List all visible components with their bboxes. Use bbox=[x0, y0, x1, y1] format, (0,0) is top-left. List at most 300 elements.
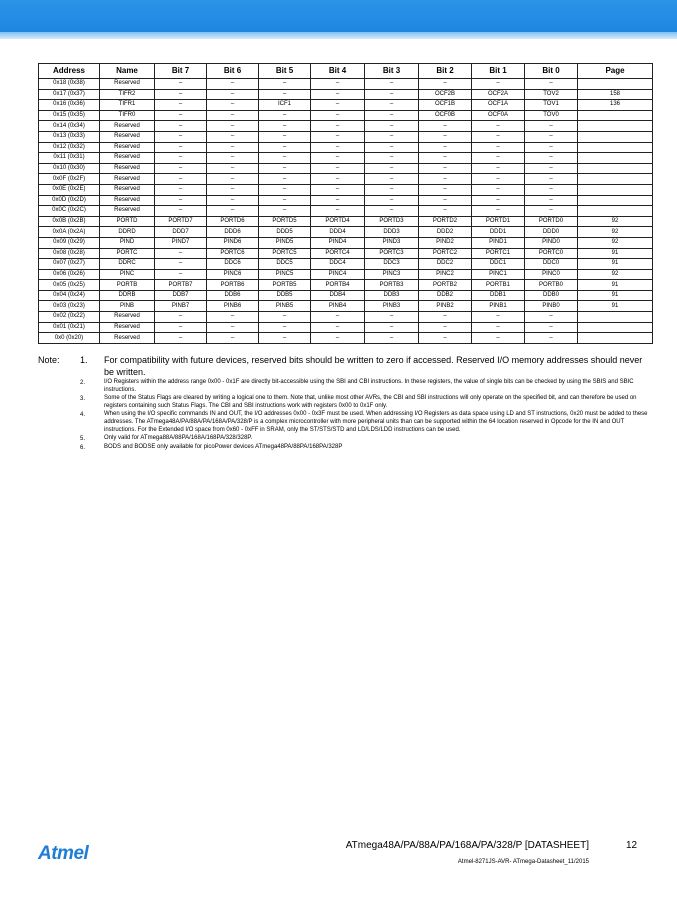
table-cell: – bbox=[259, 195, 311, 206]
note-text: I/O Registers within the address range 0x00 - 0x1F are directly bit-accessible using the SBI and CBI instructions. In these registers, the value of single bits can be checked by using the SBIS and SBIC instructions. bbox=[104, 379, 634, 393]
table-cell: – bbox=[365, 153, 419, 164]
table-cell: 0x06 (0x26) bbox=[39, 269, 100, 280]
table-cell: – bbox=[311, 322, 365, 333]
table-cell: 158 bbox=[578, 89, 653, 100]
table-cell: Reserved bbox=[100, 79, 155, 90]
note-item bbox=[38, 444, 650, 452]
table-cell: 0x14 (0x34) bbox=[39, 121, 100, 132]
table-cell: PIND bbox=[100, 237, 155, 248]
table-cell: – bbox=[419, 153, 472, 164]
table-cell: PINC0 bbox=[525, 269, 578, 280]
table-cell: – bbox=[155, 259, 207, 270]
table-cell: – bbox=[259, 121, 311, 132]
table-cell: PORTB3 bbox=[365, 280, 419, 291]
note-label bbox=[38, 435, 80, 443]
table-cell: – bbox=[311, 110, 365, 121]
table-cell: DDB0 bbox=[525, 290, 578, 301]
table-cell: 0x0D (0x2D) bbox=[39, 195, 100, 206]
table-cell: – bbox=[311, 142, 365, 153]
table-row bbox=[39, 184, 653, 195]
table-cell: Reserved bbox=[100, 131, 155, 142]
table-cell: – bbox=[311, 153, 365, 164]
table-cell: Reserved bbox=[100, 195, 155, 206]
column-header: Name bbox=[100, 64, 155, 79]
note-number: 5. bbox=[80, 436, 86, 443]
table-cell: PORTD4 bbox=[311, 216, 365, 227]
column-header: Address bbox=[39, 64, 100, 79]
note-item bbox=[38, 411, 650, 434]
table-cell: 92 bbox=[578, 269, 653, 280]
note-text: For compatibility with future devices, reserved bits should be written to zero if accessed. Reserved I/O memory addresses should never be written. bbox=[104, 355, 643, 377]
table-cell: DDD4 bbox=[311, 227, 365, 238]
register-summary-table bbox=[38, 63, 653, 344]
header-stripe bbox=[0, 32, 677, 39]
table-cell: – bbox=[525, 322, 578, 333]
table-cell: OCF0A bbox=[472, 110, 525, 121]
table-cell: DDD3 bbox=[365, 227, 419, 238]
table-cell: – bbox=[155, 110, 207, 121]
table-cell bbox=[578, 131, 653, 142]
table-cell: – bbox=[525, 163, 578, 174]
table-cell: – bbox=[472, 79, 525, 90]
table-cell: PORTB2 bbox=[419, 280, 472, 291]
table-cell: – bbox=[207, 121, 259, 132]
table-cell: 0x0 (0x20) bbox=[39, 333, 100, 344]
table-cell: 0x0F (0x2F) bbox=[39, 174, 100, 185]
table-cell: – bbox=[311, 121, 365, 132]
table-cell: – bbox=[155, 248, 207, 259]
table-cell: – bbox=[155, 131, 207, 142]
table-row bbox=[39, 290, 653, 301]
table-cell: 92 bbox=[578, 227, 653, 238]
table-cell: – bbox=[365, 195, 419, 206]
table-cell: PORTD2 bbox=[419, 216, 472, 227]
note-number: 3. bbox=[80, 396, 86, 403]
table-cell: – bbox=[155, 322, 207, 333]
table-cell: 0x13 (0x33) bbox=[39, 131, 100, 142]
table-cell: – bbox=[207, 79, 259, 90]
table-cell: – bbox=[311, 184, 365, 195]
table-cell: – bbox=[525, 153, 578, 164]
table-cell: – bbox=[311, 333, 365, 344]
table-header-row bbox=[39, 64, 653, 79]
table-cell: 0x01 (0x21) bbox=[39, 322, 100, 333]
table-cell: – bbox=[365, 89, 419, 100]
table-cell: DDD0 bbox=[525, 227, 578, 238]
table-cell: DDRB bbox=[100, 290, 155, 301]
table-cell: – bbox=[155, 79, 207, 90]
table-cell: PORTB1 bbox=[472, 280, 525, 291]
table-cell: PORTC5 bbox=[259, 248, 311, 259]
table-cell: – bbox=[365, 110, 419, 121]
table-cell bbox=[578, 121, 653, 132]
table-cell: PORTC3 bbox=[365, 248, 419, 259]
table-cell: PINC6 bbox=[207, 269, 259, 280]
table-cell: PORTC1 bbox=[472, 248, 525, 259]
table-cell: DDD5 bbox=[259, 227, 311, 238]
table-cell: DDD1 bbox=[472, 227, 525, 238]
table-cell: 91 bbox=[578, 248, 653, 259]
table-cell: PINB3 bbox=[365, 301, 419, 312]
table-row bbox=[39, 280, 653, 291]
table-cell: – bbox=[155, 269, 207, 280]
table-cell: TIFR0 bbox=[100, 110, 155, 121]
table-cell: PORTD1 bbox=[472, 216, 525, 227]
table-cell: PORTB7 bbox=[155, 280, 207, 291]
table-cell: – bbox=[365, 79, 419, 90]
table-cell: – bbox=[419, 206, 472, 217]
table-cell: 0x08 (0x28) bbox=[39, 248, 100, 259]
table-cell: Reserved bbox=[100, 184, 155, 195]
table-cell: – bbox=[525, 312, 578, 323]
table-cell: – bbox=[419, 195, 472, 206]
column-header: Bit 1 bbox=[472, 64, 525, 79]
table-cell: OCF1A bbox=[472, 100, 525, 111]
table-cell: – bbox=[311, 163, 365, 174]
table-cell: – bbox=[259, 153, 311, 164]
table-cell: PINC1 bbox=[472, 269, 525, 280]
table-row bbox=[39, 195, 653, 206]
table-cell: DDC3 bbox=[365, 259, 419, 270]
table-cell: – bbox=[472, 163, 525, 174]
table-cell: – bbox=[207, 131, 259, 142]
table-cell: – bbox=[259, 131, 311, 142]
note-text: When using the I/O specific commands IN and OUT, the I/O addresses 0x00 - 0x3F must be used. When addressing I/O Registers as data space using LD and ST instructions, 0x20 must be added to these addresses. The ATmega48A/PA/88A/PA/168A/PA/328/P is a complex microcontroller with more peripheral units than can be supported within the 64 location reserved in Opcode for the IN and OUT instructions. For the Extended I/O space from 0x60 - 0xFF in SRAM, only the ST/STS/STD and LD/LDS/LDD instructions can be used. bbox=[104, 411, 648, 433]
table-cell: ICF1 bbox=[259, 100, 311, 111]
table-cell: – bbox=[472, 174, 525, 185]
table-cell: DDC1 bbox=[472, 259, 525, 270]
table-cell: – bbox=[259, 333, 311, 344]
table-row bbox=[39, 248, 653, 259]
document-title: ATmega48A/PA/88A/PA/168A/PA/328/P [DATASHEET] bbox=[345, 840, 589, 851]
table-cell: – bbox=[207, 206, 259, 217]
table-cell: Reserved bbox=[100, 206, 155, 217]
table-cell bbox=[578, 142, 653, 153]
table-cell: 91 bbox=[578, 280, 653, 291]
table-cell: Reserved bbox=[100, 153, 155, 164]
table-cell: PINC5 bbox=[259, 269, 311, 280]
table-cell: PINB bbox=[100, 301, 155, 312]
table-cell: DDRC bbox=[100, 259, 155, 270]
table-cell: – bbox=[419, 312, 472, 323]
table-cell: PORTC0 bbox=[525, 248, 578, 259]
table-cell: DDB6 bbox=[207, 290, 259, 301]
table-cell: PORTB6 bbox=[207, 280, 259, 291]
header-bar bbox=[0, 0, 677, 32]
table-cell: – bbox=[207, 184, 259, 195]
table-cell: 91 bbox=[578, 259, 653, 270]
table-row bbox=[39, 100, 653, 111]
table-cell: – bbox=[472, 131, 525, 142]
table-cell: – bbox=[472, 312, 525, 323]
table-cell: PORTD6 bbox=[207, 216, 259, 227]
table-cell: – bbox=[207, 100, 259, 111]
table-cell: PORTD0 bbox=[525, 216, 578, 227]
table-cell: – bbox=[311, 100, 365, 111]
page-number: 12 bbox=[626, 840, 638, 851]
table-cell: PORTD5 bbox=[259, 216, 311, 227]
note-label: Note: bbox=[38, 355, 60, 365]
table-cell bbox=[578, 184, 653, 195]
table-cell: – bbox=[419, 333, 472, 344]
table-row bbox=[39, 216, 653, 227]
table-cell: – bbox=[472, 153, 525, 164]
table-cell: – bbox=[365, 322, 419, 333]
table-cell: – bbox=[311, 206, 365, 217]
table-cell: 0x05 (0x25) bbox=[39, 280, 100, 291]
column-header: Bit 5 bbox=[259, 64, 311, 79]
table-cell: – bbox=[311, 174, 365, 185]
table-cell: 0x0E (0x2E) bbox=[39, 184, 100, 195]
table-cell: – bbox=[207, 312, 259, 323]
table-cell: – bbox=[419, 121, 472, 132]
table-cell: 0x15 (0x35) bbox=[39, 110, 100, 121]
table-cell: PIND6 bbox=[207, 237, 259, 248]
table-cell: PINC bbox=[100, 269, 155, 280]
table-cell: – bbox=[365, 163, 419, 174]
table-cell: – bbox=[525, 184, 578, 195]
table-cell: – bbox=[155, 174, 207, 185]
table-cell: PIND5 bbox=[259, 237, 311, 248]
table-cell: – bbox=[472, 195, 525, 206]
table-cell: PIND0 bbox=[525, 237, 578, 248]
table-cell: 0x0B (0x2B) bbox=[39, 216, 100, 227]
table-cell: – bbox=[472, 333, 525, 344]
table-cell: Reserved bbox=[100, 142, 155, 153]
note-item bbox=[38, 435, 650, 443]
table-row bbox=[39, 269, 653, 280]
table-cell: PIND3 bbox=[365, 237, 419, 248]
table-cell: PINB1 bbox=[472, 301, 525, 312]
table-cell: 91 bbox=[578, 301, 653, 312]
table-cell: PORTB0 bbox=[525, 280, 578, 291]
note-text: Only valid for ATmega88A/88PA/168A/168PA/328/328P. bbox=[104, 435, 253, 442]
table-cell: PORTB4 bbox=[311, 280, 365, 291]
table-cell: – bbox=[155, 121, 207, 132]
table-cell bbox=[578, 195, 653, 206]
table-cell: TOV0 bbox=[525, 110, 578, 121]
table-cell: Reserved bbox=[100, 163, 155, 174]
table-cell: – bbox=[525, 333, 578, 344]
table-cell: – bbox=[155, 100, 207, 111]
table-cell: PINC4 bbox=[311, 269, 365, 280]
table-row bbox=[39, 301, 653, 312]
table-cell: – bbox=[155, 195, 207, 206]
table-cell bbox=[578, 206, 653, 217]
table-cell: TIFR2 bbox=[100, 89, 155, 100]
table-cell: – bbox=[525, 174, 578, 185]
note-label bbox=[38, 395, 80, 410]
table-cell: 0x03 (0x23) bbox=[39, 301, 100, 312]
table-row bbox=[39, 79, 653, 90]
table-cell: – bbox=[155, 142, 207, 153]
table-cell: 92 bbox=[578, 237, 653, 248]
column-header: Bit 2 bbox=[419, 64, 472, 79]
table-cell: 0x18 (0x38) bbox=[39, 79, 100, 90]
table-cell bbox=[578, 174, 653, 185]
table-cell: – bbox=[419, 322, 472, 333]
table-cell: – bbox=[365, 206, 419, 217]
table-row bbox=[39, 237, 653, 248]
table-cell: DDC2 bbox=[419, 259, 472, 270]
table-cell: – bbox=[155, 184, 207, 195]
table-cell: DDC0 bbox=[525, 259, 578, 270]
table-cell: PIND7 bbox=[155, 237, 207, 248]
table-cell: – bbox=[419, 163, 472, 174]
table-cell: – bbox=[155, 206, 207, 217]
table-cell: – bbox=[259, 174, 311, 185]
note-number: 6. bbox=[80, 445, 86, 452]
note-number: 2. bbox=[80, 380, 86, 386]
table-cell: – bbox=[155, 89, 207, 100]
table-cell: – bbox=[311, 79, 365, 90]
table-cell: – bbox=[155, 312, 207, 323]
table-row bbox=[39, 206, 653, 217]
table-cell: Reserved bbox=[100, 121, 155, 132]
table-cell: – bbox=[472, 322, 525, 333]
table-cell: DDD7 bbox=[155, 227, 207, 238]
table-cell: PORTC6 bbox=[207, 248, 259, 259]
table-cell: 0x07 (0x27) bbox=[39, 259, 100, 270]
table-cell: – bbox=[207, 89, 259, 100]
table-cell: 92 bbox=[578, 216, 653, 227]
table-cell: – bbox=[419, 174, 472, 185]
table-cell: – bbox=[155, 163, 207, 174]
table-cell: – bbox=[311, 312, 365, 323]
table-cell: – bbox=[155, 153, 207, 164]
table-row bbox=[39, 322, 653, 333]
table-cell: – bbox=[207, 153, 259, 164]
table-cell: – bbox=[365, 100, 419, 111]
table-cell: – bbox=[311, 195, 365, 206]
table-cell: – bbox=[419, 79, 472, 90]
table-cell: – bbox=[525, 142, 578, 153]
table-cell: – bbox=[525, 206, 578, 217]
table-cell: DDC4 bbox=[311, 259, 365, 270]
table-row bbox=[39, 312, 653, 323]
table-cell: – bbox=[525, 131, 578, 142]
table-body bbox=[39, 79, 653, 344]
table-cell: – bbox=[259, 163, 311, 174]
atmel-logo: Atmel bbox=[38, 843, 89, 864]
table-cell: 0x04 (0x24) bbox=[39, 290, 100, 301]
table-cell: OCF2B bbox=[419, 89, 472, 100]
table-cell bbox=[578, 163, 653, 174]
table-row bbox=[39, 89, 653, 100]
table-cell: OCF1B bbox=[419, 100, 472, 111]
table-row bbox=[39, 121, 653, 132]
table-cell bbox=[578, 333, 653, 344]
table-cell: – bbox=[207, 110, 259, 121]
column-header: Bit 6 bbox=[207, 64, 259, 79]
table-cell: 0x17 (0x37) bbox=[39, 89, 100, 100]
table-cell: DDRD bbox=[100, 227, 155, 238]
table-cell: PORTB5 bbox=[259, 280, 311, 291]
table-cell: PINC3 bbox=[365, 269, 419, 280]
table-cell: OCF0B bbox=[419, 110, 472, 121]
table-cell: DDB2 bbox=[419, 290, 472, 301]
table-cell: 0x12 (0x32) bbox=[39, 142, 100, 153]
note-number: 4. bbox=[80, 412, 86, 419]
note-label bbox=[38, 379, 80, 394]
table-cell: PINB2 bbox=[419, 301, 472, 312]
column-header: Bit 3 bbox=[365, 64, 419, 79]
table-cell: – bbox=[259, 206, 311, 217]
table-cell: – bbox=[207, 142, 259, 153]
table-cell: – bbox=[259, 184, 311, 195]
table-cell: Reserved bbox=[100, 312, 155, 323]
table-cell: – bbox=[365, 184, 419, 195]
table-cell: PINB5 bbox=[259, 301, 311, 312]
table-cell: PORTD3 bbox=[365, 216, 419, 227]
table-cell: – bbox=[525, 79, 578, 90]
table-cell: DDB3 bbox=[365, 290, 419, 301]
table-cell: – bbox=[419, 184, 472, 195]
table-cell: OCF2A bbox=[472, 89, 525, 100]
table-cell: PINB6 bbox=[207, 301, 259, 312]
table-cell: DDB4 bbox=[311, 290, 365, 301]
table-cell: 0x02 (0x22) bbox=[39, 312, 100, 323]
table-cell bbox=[578, 153, 653, 164]
table-cell: DDD2 bbox=[419, 227, 472, 238]
table-cell bbox=[578, 322, 653, 333]
table-cell: – bbox=[207, 322, 259, 333]
table-cell: – bbox=[365, 142, 419, 153]
column-header: Page bbox=[578, 64, 653, 79]
note-text: Some of the Status Flags are cleared by writing a logical one to them. Note that, unlike most other AVRs, the CBI and SBI instructions will only operate on the specified bit, and can therefore be used on registers containing such Status Flags. The CBI and SBI instructions work with registers 0x00 to 0x1F only. bbox=[104, 395, 637, 409]
table-cell: – bbox=[259, 142, 311, 153]
table-cell: DDB5 bbox=[259, 290, 311, 301]
table-cell: – bbox=[207, 174, 259, 185]
table-cell: 0x0A (0x2A) bbox=[39, 227, 100, 238]
table-cell bbox=[578, 79, 653, 90]
document-reference: Atmel-8271JS-AVR- ATmega-Datasheet_11/2015 bbox=[457, 859, 589, 865]
table-cell: – bbox=[419, 131, 472, 142]
table-row bbox=[39, 333, 653, 344]
table-cell: PINB7 bbox=[155, 301, 207, 312]
table-cell: – bbox=[155, 333, 207, 344]
note-item bbox=[38, 395, 650, 410]
table-cell: DDC5 bbox=[259, 259, 311, 270]
note-number: 1. bbox=[80, 355, 88, 365]
table-cell: – bbox=[311, 131, 365, 142]
table-cell: Reserved bbox=[100, 333, 155, 344]
table-cell: 0x09 (0x29) bbox=[39, 237, 100, 248]
table-cell: 136 bbox=[578, 100, 653, 111]
table-row bbox=[39, 227, 653, 238]
table-row bbox=[39, 131, 653, 142]
table-cell: DDB7 bbox=[155, 290, 207, 301]
column-header: Bit 7 bbox=[155, 64, 207, 79]
table-cell: – bbox=[311, 89, 365, 100]
table-row bbox=[39, 142, 653, 153]
notes-section bbox=[38, 354, 650, 453]
table-cell: – bbox=[525, 121, 578, 132]
table-cell: TOV2 bbox=[525, 89, 578, 100]
note-label bbox=[38, 411, 80, 434]
table-cell: PORTD7 bbox=[155, 216, 207, 227]
table-cell: PINB4 bbox=[311, 301, 365, 312]
table-row bbox=[39, 174, 653, 185]
note-text: BODS and BODSE only available for picoPower devices ATmega48PA/88PA/168PA/328P bbox=[104, 444, 343, 451]
table-cell: – bbox=[419, 142, 472, 153]
table-cell: – bbox=[207, 333, 259, 344]
table-cell: PORTC2 bbox=[419, 248, 472, 259]
table-cell: PIND2 bbox=[419, 237, 472, 248]
table-cell: Reserved bbox=[100, 174, 155, 185]
table-cell: DDD6 bbox=[207, 227, 259, 238]
table-cell: – bbox=[259, 312, 311, 323]
